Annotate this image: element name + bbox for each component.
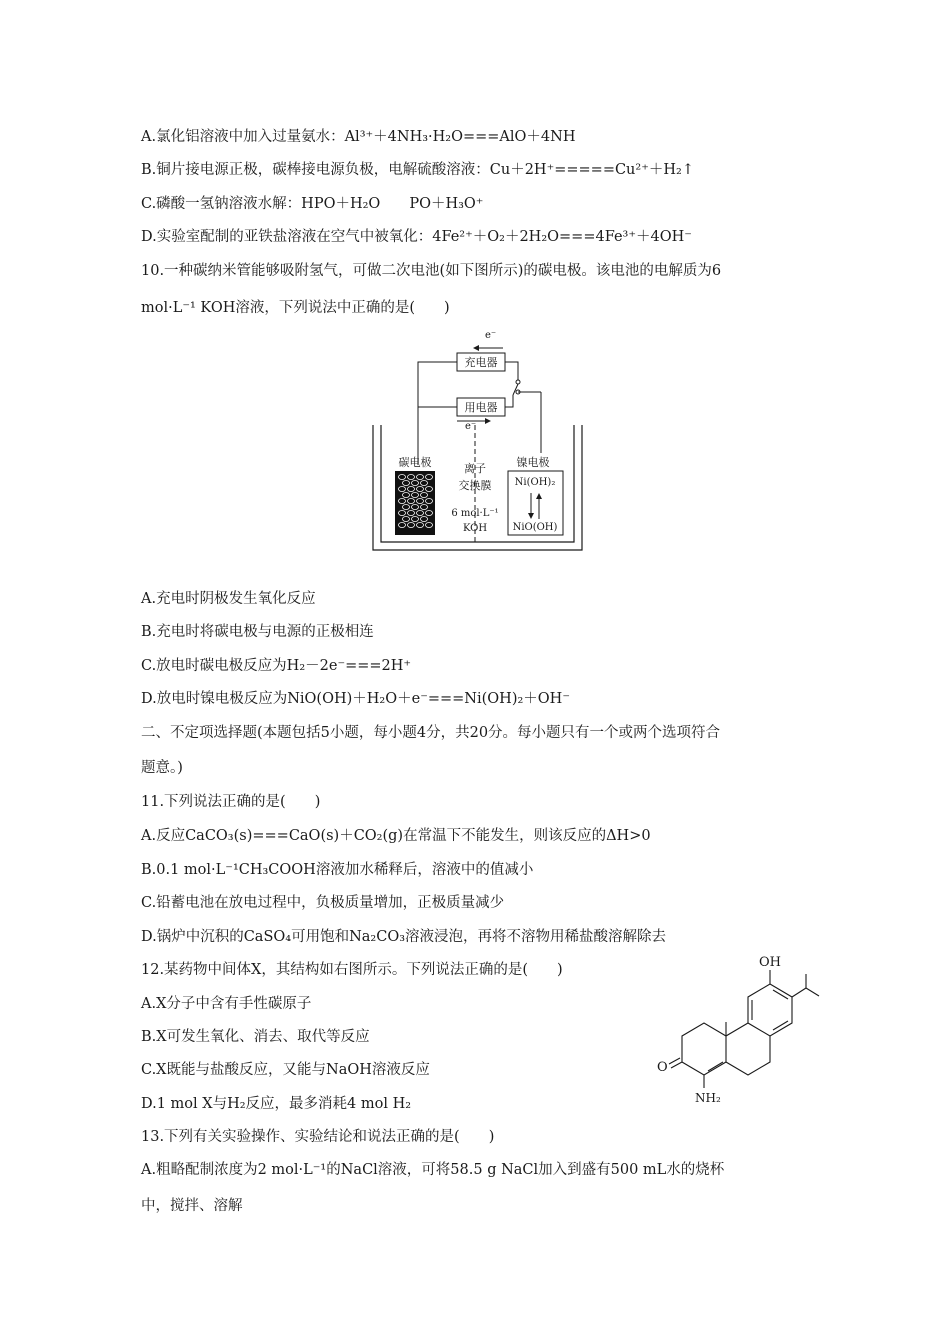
- q10-option-b: B.充电时将碳电极与电源的正极相连: [141, 624, 374, 640]
- q11-option-d: D.锅炉中沉积的CaSO₄可用饱和Na₂CO₃溶液浸泡，再将不溶物用稀盐酸溶解除去: [141, 929, 667, 945]
- electron-label-top: e⁻: [485, 330, 497, 341]
- nickel-electrode-label: 镍电极: [516, 456, 550, 469]
- nioh2-label: Ni(OH)₂: [514, 477, 556, 488]
- nh2-label: NH₂: [695, 1091, 721, 1105]
- section-heading-cont: 题意。): [141, 760, 183, 776]
- electrolyte-label-1: 6 mol·L⁻¹: [451, 508, 499, 519]
- q9-option-c: C.磷酸一氢钠溶液水解：HPO＋H₂O PO＋H₃O⁺: [141, 196, 484, 212]
- molecule-structure: [655, 950, 825, 1115]
- q10-stem: 10.一种碳纳米管能够吸附氢气，可做二次电池(如下图所示)的碳电极。该电池的电解质为6: [141, 263, 722, 279]
- q12-option-a: A.X分子中含有手性碳原子: [141, 996, 312, 1012]
- q9-option-b: B.铜片接电源正极，碳棒接电源负极，电解硫酸溶液：Cu＋2H⁺=====Cu²⁺＋H₂↑: [141, 162, 694, 178]
- o-label: O: [657, 1060, 668, 1075]
- niooh-label: NiO(OH): [512, 522, 558, 533]
- q10-stem-cont: mol·L⁻¹ KOH溶液，下列说法中正确的是( ): [141, 300, 450, 316]
- q10-option-a: A.充电时阴极发生氧化反应: [141, 591, 316, 607]
- q13-option-a: A.粗略配制浓度为2 mol·L⁻¹的NaCl溶液，可将58.5 g NaCl加入到盛有500 mL水的烧杯: [141, 1162, 725, 1178]
- membrane-label-2: 交换膜: [458, 479, 492, 492]
- section-heading: 二、不定项选择题(本题包括5小题，每小题4分，共20分。每小题只有一个或两个选项符合: [141, 725, 721, 741]
- q12-option-b: B.X可发生氧化、消去、取代等反应: [141, 1029, 370, 1045]
- q12-option-c: C.X既能与盐酸反应，又能与NaOH溶液反应: [141, 1062, 430, 1078]
- q13-option-a-cont: 中，搅拌、溶解: [141, 1198, 243, 1214]
- q11-option-c: C.铅蓄电池在放电过程中，负极质量增加，正极质量减少: [141, 895, 505, 911]
- q12-stem: 12.某药物中间体X，其结构如右图所示。下列说法正确的是( ): [141, 962, 563, 978]
- charger-label: 充电器: [464, 356, 498, 369]
- q9-option-a: A.氯化铝溶液中加入过量氨水：Al³⁺＋4NH₃·H₂O===AlO＋4NH: [141, 129, 576, 145]
- q11-option-b: B.0.1 mol·L⁻¹CH₃COOH溶液加水稀释后，溶液中的值减小: [141, 862, 534, 878]
- appliance-label: 用电器: [464, 401, 498, 414]
- q11-option-a: A.反应CaCO₃(s)===CaO(s)＋CO₂(g)在常温下不能发生，则该反应的ΔH>0: [141, 828, 651, 844]
- oh-label: OH: [759, 955, 781, 970]
- electrolyte-label-2: KOH: [462, 523, 488, 534]
- q11-stem: 11.下列说法正确的是( ): [141, 794, 321, 810]
- membrane-label-1: 离子: [464, 462, 486, 475]
- q13-stem: 13.下列有关实验操作、实验结论和说法正确的是( ): [141, 1129, 495, 1145]
- electron-label-bottom: e⁻: [465, 421, 477, 432]
- battery-diagram: [365, 325, 590, 555]
- q12-option-d: D.1 mol X与H₂反应，最多消耗4 mol H₂: [141, 1096, 412, 1112]
- q10-option-c: C.放电时碳电极反应为H₂－2e⁻===2H⁺: [141, 658, 412, 674]
- carbon-electrode-label: 碳电极: [398, 456, 432, 469]
- q10-option-d: D.放电时镍电极反应为NiO(OH)＋H₂O＋e⁻===Ni(OH)₂＋OH⁻: [141, 691, 570, 707]
- q9-option-d: D.实验室配制的亚铁盐溶液在空气中被氧化：4Fe²⁺＋O₂＋2H₂O===4Fe³⁺＋4OH⁻: [141, 229, 692, 245]
